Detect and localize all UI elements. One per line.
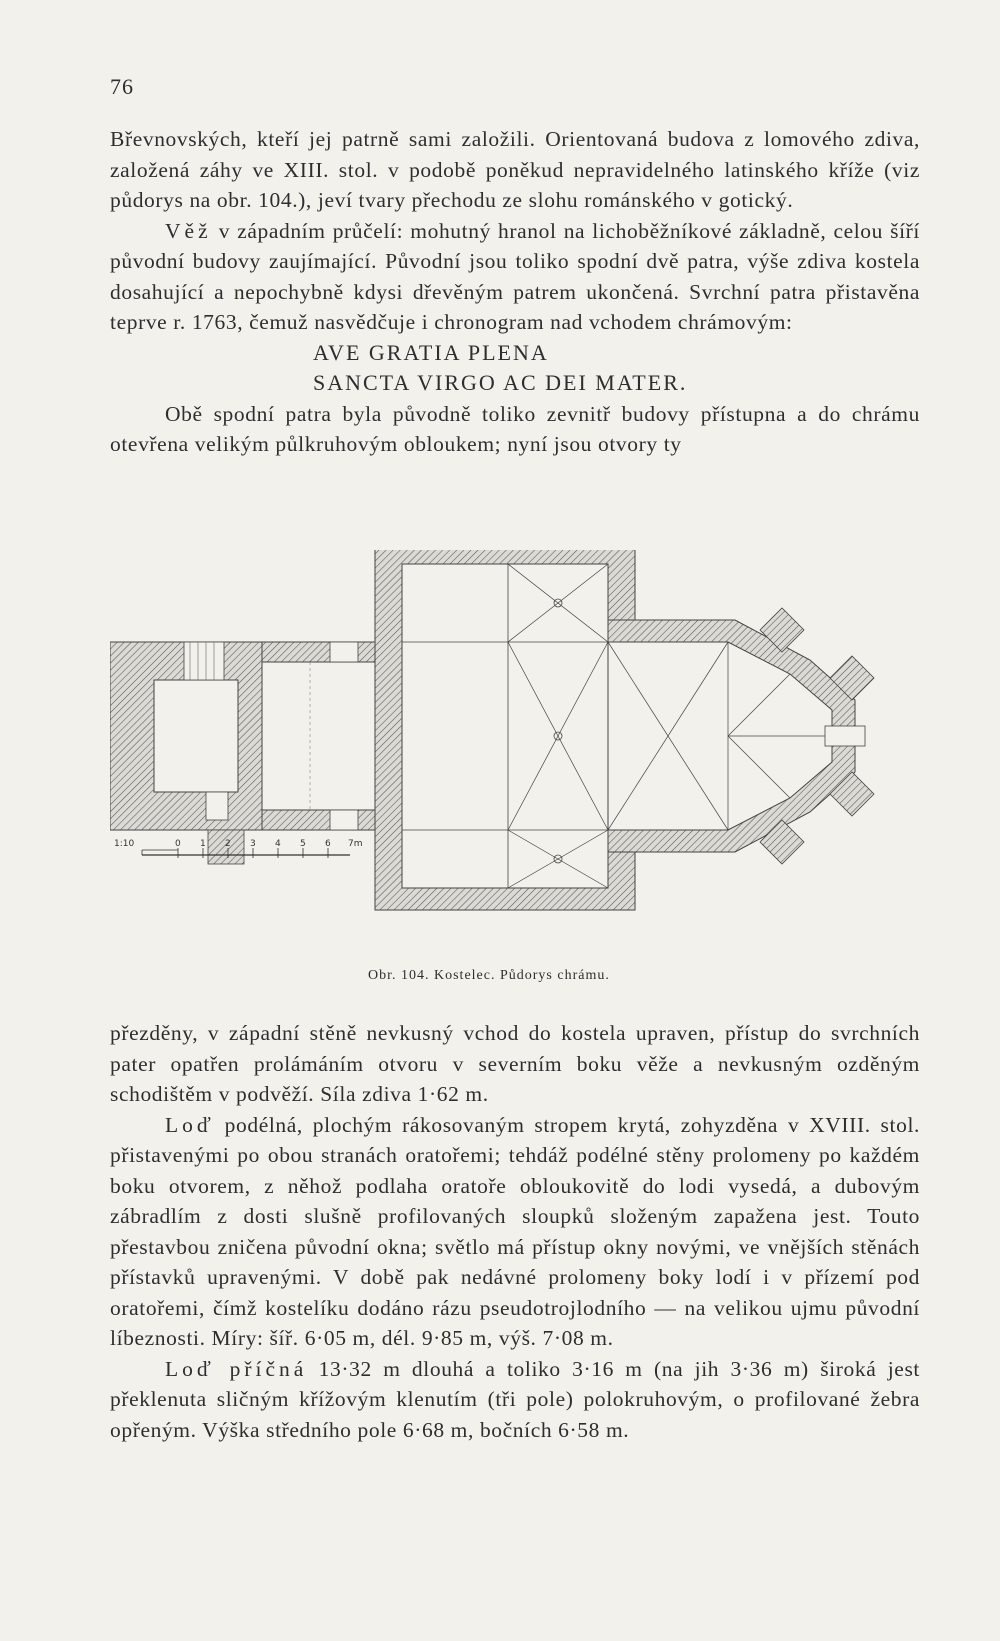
scale-label: 2 (225, 839, 231, 849)
chronogram-line-1: AVE GRATIA PLENA (313, 339, 549, 365)
scale-label: 3 (250, 839, 256, 849)
paragraph-transept-body: 13·32 m dlouhá a toliko 3·16 m (na jih 3·36 m) široká jest překlenuta sličným křížovým klenutím (tři pole) polokruhovým, o profilované žebra opřeným. Výška středního pole 6·68 m, bočních 6·58 m. (110, 1356, 920, 1442)
paragraph-lead-nave: Loď (165, 1112, 215, 1137)
tower-plan (110, 642, 262, 830)
paragraph-nave (110, 1110, 920, 1354)
text-block-lower (110, 1018, 920, 1445)
floor-plan-drawing (110, 550, 920, 950)
chronogram-line-2: SANCTA VIRGO AC DEI MATER. (313, 370, 688, 395)
paragraph-foundation: Břevnovských, kteří jej patrně sami založili. Orientovaná budova z lomového zdiva, založená záhy ve XIII. stol. v podobě poněkud nepravidelného latinského kříže (viz půdorys na obr. 104.), jeví tvary přechodu ze slohu románského v gotický. (110, 127, 920, 212)
paragraph-nave-body: podélná, plochým rákosovaným stropem krytá, zohyzděna v XVIII. stol. přistavenými po obou stranách oratořemi; tehdáž podélné stěny prolomeny po každém boku otvorem, z něhož podlaha oratoře obloukovitě do lodi vysedá, a dubovým zábradlím z dosti slušně profilovaných sloupků složeným zapažena jest. Touto přestavbou zničena původní okna; světlo má přístup okny novými, ve vnějších stěnách přístavků upravenými. V době pak nedávné prolomeny boky lodí i v přízemí pod oratořemi, čímž kostelíku dodáno rázu pseudotrojlodního — na velikou ujmu původní líbeznosti. Míry: šíř. 6·05 m, dél. 9·85 m, výš. 7·08 m. (110, 1112, 920, 1350)
scale-label: 4 (275, 839, 281, 849)
scale-label: 1:10 (114, 839, 135, 849)
figure-caption: Obr. 104. Kostelec. Půdorys chrámu. (368, 968, 610, 983)
scale-label: 1 (200, 839, 206, 849)
text-block-upper (110, 124, 920, 460)
paragraph-transept (110, 1354, 920, 1446)
scale-label: 5 (300, 839, 306, 849)
scale-label: 6 (325, 839, 331, 849)
scale-label: 7m (348, 839, 363, 849)
paragraph-tower (110, 216, 920, 338)
paragraph-tower-body: v západním průčelí: mohutný hranol na lichoběžníkové základně, celou šíří původní budovy zaujímající. Původní jsou toliko spodní dvě patra, výše zdiva kostela dosahující a nepochybně kdysi dřevěným patrem ukončená. Svrchní patra přistavěna teprve r. 1763, čemuž nasvědčuje i chronogram nad vchodem chrámovým: (110, 218, 920, 334)
paragraph-walls: přezděny, v západní stěně nevkusný vchod do kostela upraven, přístup do svrchních pater opatřen prolámáním otvoru v severním boku věže a nevkusným ozděným schodištěm v podvěží. Síla zdiva 1·62 m. (110, 1021, 920, 1106)
paragraph-lead-tower: Věž (165, 218, 212, 243)
paragraph-lead-transept: Loď příčná (165, 1356, 308, 1381)
chancel-plan (608, 620, 865, 852)
transept-plan (375, 550, 635, 910)
page-number: 76 (110, 74, 134, 99)
scale-label: 0 (175, 839, 181, 849)
floor-plan-figure (110, 550, 920, 950)
paragraph-floors: Obě spodní patra byla původně toliko zevnitř budovy přístupna a do chrámu otevřena velikým půlkruhovým obloukem; nyní jsou otvory ty (110, 401, 920, 456)
